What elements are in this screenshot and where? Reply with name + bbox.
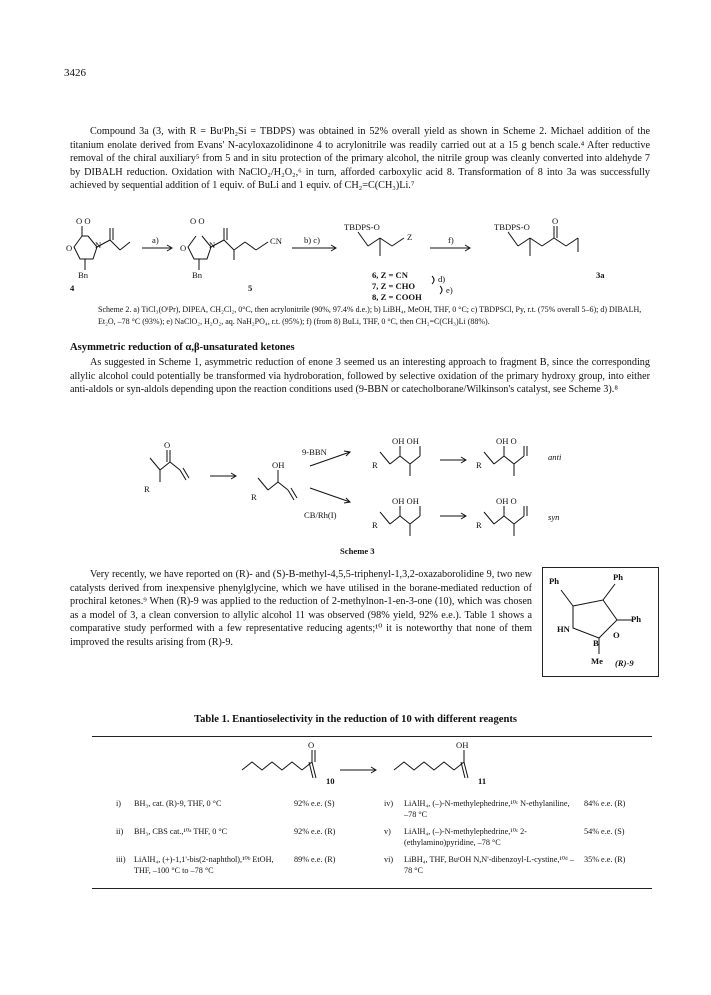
row-ee: 35% e.e. (R) [584,855,626,864]
scheme2-step-bc: b) c) [304,235,320,245]
paragraph-1: Compound 3a (3, with R = BuᵗPh₂Si = TBDPS) was obtained in 52% overall yield as shown in Scheme 2. Michael addition of the titanium enolate derived from Evans' N-acyloxazolidinone 4 to acrylonitrile was readily carried out at a 15 g bench scale.⁴ After reductive removal of the chiral auxiliary⁵ from 5 and in situ protection of the primary alcohol, the nitrile group was cleanly converted into aldehyde 7 by DIBALH reduction. Oxidation with NaClO₂/H₂O₂,⁶ in turn, afforded carboxylic acid 8. Transformation of 8 into 3a was successfully achieved by sequential addition of 1 equiv. of BuLi and 1 equiv. of CH₂=C(CH₃)Li.⁷ [70,126,650,192]
scheme3-r-6: R [476,520,482,530]
scheme3-oho-syn: OH O [496,496,517,506]
scheme3-syn-label: syn [548,512,560,522]
scheme2-cn: CN [270,236,282,246]
scheme2-step-f: f) [448,235,454,245]
scheme2-n-4: N [95,240,102,250]
scheme2-bn-4: Bn [78,270,89,280]
row-id: ii) [116,827,124,836]
row-id: i) [116,799,122,808]
scheme3-anti-label: anti [548,452,562,462]
row-reagent: BH₃, CBS cat.,¹⁰ᵃ THF, 0 °C [134,827,228,836]
catalyst-me: Me [591,656,603,666]
scheme2-compound-4: 4 [70,283,75,293]
scheme2-bn-5: Bn [192,270,203,280]
table-1-ketone-o: O [308,740,315,750]
paragraph-3: Very recently, we have reported on (R)- and (S)-B-methyl-4,5,5-triphenyl-1,3,2-oxazaborolidine 9, two new catalysts derived from inexpensive phenylglycine, which we have utilised in the borane-mediated reduction of prochiral ketones.⁹ When (R)-9 was applied to the reduction of 2-methylnon-1-en-3-one (10), which was chosen as a model of 3, a clean conversion to allylic alcohol 11 was observed (98% yield, 92% e.e.). Table 1 shows a comparative study performed with a few representative reducing agents;¹⁰ it is noteworthy that none of them improved the results arising from (R)-9. [70,569,532,648]
catalyst-ph-2: Ph [613,572,624,582]
scheme2-compound-6: 6, Z = CN [372,270,408,280]
table-1-oh: OH [456,740,469,750]
scheme2-compound-8: 8, Z = COOH [372,292,422,302]
table-1-compound-11: 11 [478,776,487,786]
scheme2-compound-5: 5 [248,283,253,293]
scheme3-r-2: R [251,492,257,502]
row-id: vi) [384,855,394,864]
row-reagent: LiAlH₄, (–)-N-methylephedrine,¹⁰ᶜ N-ethylaniline, –78 °C [404,799,570,819]
scheme3-r-5: R [372,520,378,530]
scheme3-ohoh-anti: OH OH [392,436,419,446]
scheme-2-caption: Scheme 2. a) TiCl₃(OⁱPr), DIPEA, CH₂Cl₂, 0°C, then acrylonitrile (90%, 97.4% d.e.); b) LiBH₄, MeOH, THF, 0 °C; c) TBDPSCl, Py, r.t. (75% overall 5–6); d) DIBALH, Et₂O, –78 °C (93%); e) NaClO₂, H₂O₂, aq. NaH₂PO₄, r.t. (95%); f) (from 8) BuLi, THF, 0 °C, then CH₂=C(CH₃)Li (88%). [98,305,642,326]
scheme2-n-5: N [209,240,216,250]
row-reagent: LiBH₄, THF, BuᵗOH N,N'-dibenzoyl-L-cystine,¹⁰ᵈ –78 °C [404,855,574,875]
scheme2-ketone-o: O [552,216,559,226]
scheme3-o-start: O [164,440,171,450]
row-ee: 54% e.e. (S) [584,827,625,836]
scheme3-r-4: R [476,460,482,470]
table-bottom-rule [92,888,652,889]
catalyst-ph-1: Ph [549,576,560,586]
row-id: v) [384,827,391,836]
page-number: 3426 [64,67,86,79]
scheme2-step-a: a) [152,235,159,245]
paragraph-2: As suggested in Scheme 1, asymmetric reduction of enone 3 seemed us an interesting approach to fragment B, since the corresponding allylic alcohol could potentially be transformed via hydroboration, followed by selective oxidation of the primary hydroxy group, into either anti-aldols or syn-aldols depending upon the reaction conditions used (9-BBN or catecholborane/Wilkinson's catalyst, see Scheme 3).⁸ [70,357,650,396]
scheme2-compound-3a: 3a [596,270,605,280]
section-heading: Asymmetric reduction of α,β-unsaturated ketones [70,342,295,353]
scheme3-oho-anti: OH O [496,436,517,446]
table-1-title: Table 1. Enantioselectivity in the reduction of 10 with different reagents [194,714,517,725]
catalyst-ph-3: Ph [631,614,642,624]
scheme3-r-3: R [372,460,378,470]
row-ee: 84% e.e. (R) [584,799,626,808]
row-reagent: LiAlH₄, (+)-1,1'-bis(2-naphthol),¹⁰ᵇ EtOH, THF, –100 °C to –78 °C [134,855,274,875]
scheme2-step-d: d) [438,274,446,284]
scheme2-oo-4: O O [76,216,91,226]
scheme3-oh: OH [272,460,285,470]
row-ee: 92% e.e. (S) [294,799,335,808]
scheme-3-caption: Scheme 3 [340,546,375,556]
row-id: iv) [384,799,394,808]
row-id: iii) [116,855,126,864]
scheme2-o-4: O [66,243,73,253]
scheme2-z: Z [407,232,413,242]
scheme3-ohoh-syn: OH OH [392,496,419,506]
scheme2-tbdps-1: TBDPS-O [344,222,380,232]
catalyst-label: (R)-9 [615,658,634,668]
row-ee: 92% e.e. (R) [294,827,336,836]
scheme2-compound-7: 7, Z = CHO [372,281,416,291]
catalyst-hn: HN [557,624,570,634]
scheme3-r-1: R [144,484,150,494]
row-reagent: LiAlH₄, (–)-N-methylephedrine,¹⁰ᶜ 2-(ethylamino)pyridine, –78 °C [404,827,528,847]
table-1-compound-10: 10 [326,776,335,786]
scheme3-9bbn: 9-BBN [302,447,327,457]
catalyst-o: O [613,630,620,640]
catalyst-b: B [593,638,599,648]
row-ee: 89% e.e. (R) [294,855,336,864]
scheme3-cbrh: CB/Rh(I) [304,510,337,520]
row-reagent: BH₃, cat. (R)-9, THF, 0 °C [134,799,222,808]
scheme2-tbdps-2: TBDPS-O [494,222,530,232]
scheme2-o-5: O [180,243,187,253]
scheme2-step-e: e) [446,285,453,295]
scheme2-oo-5: O O [190,216,205,226]
